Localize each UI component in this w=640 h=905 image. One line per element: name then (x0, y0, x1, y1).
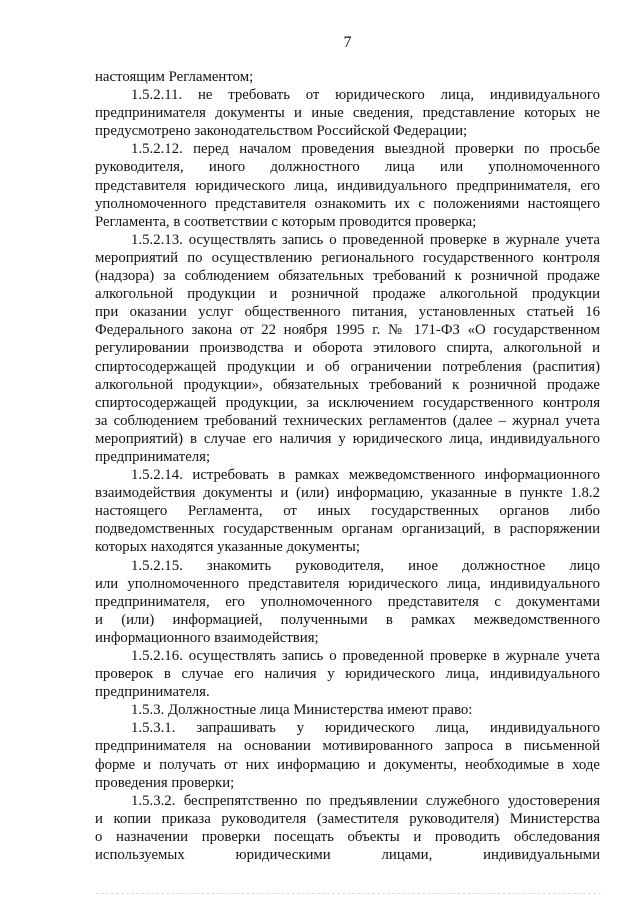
text-line: настоящего Регламента, от иных государственных органов либо (95, 503, 600, 520)
text-line: мероприятий) в случае его наличия у юридического лица, индивидуального (95, 430, 600, 447)
text-line: 1.5.3.1. запрашивать у юридического лица, индивидуального (131, 720, 600, 737)
text-line: 1.5.2.16. осуществлять запись о проведенной проверке в журнале учета (131, 648, 600, 664)
text-line: спиртосодержащей продукции и об ограничении потребления (распития) (95, 358, 600, 375)
text-line: 1.5.3.2. беспрепятственно по предъявлении служебного удостоверения (131, 792, 600, 809)
text-line: проверок в случае его наличия у юридического лица, индивидуального (95, 666, 600, 683)
text-line: 1.5.2.12. перед началом проведения выездной проверки по просьбе (131, 141, 600, 158)
text-line: 1.5.3. Должностные лица Министерства имеют право: (131, 702, 473, 719)
text-line: или уполномоченного представителя юридического лица, индивидуального (95, 575, 600, 592)
text-line: 1.5.2.13. осуществлять запись о проведенной проверке в журнале учета (131, 231, 600, 248)
text-line: руководителя, иного должностного лица или уполномоченного (95, 159, 600, 176)
text-line: подведомственных государственным органам организаций, в распоряжении (95, 521, 600, 538)
text-line: предпринимателя на основании мотивированного запроса в письменной (95, 738, 600, 755)
paragraph (95, 231, 600, 466)
text-line: регулировании производства и оборота этилового спирта, алкогольной и (95, 340, 600, 357)
paragraph (95, 792, 600, 864)
text-line: и копии приказа руководителя (заместителя руководителя) Министерства (95, 810, 600, 827)
text-line: которых находятся указанные документы; (95, 539, 360, 556)
document-body (95, 68, 600, 864)
text-line: и (или) информацией, полученными в рамках межведомственного (95, 611, 600, 628)
text-line: информационного взаимодействия; (95, 629, 319, 646)
text-line: уполномоченного представителя ознакомить их с положениями настоящего (95, 195, 600, 212)
text-line: настоящим Регламентом; (95, 69, 254, 85)
text-line: представителя юридического лица, индивидуального предпринимателя, его (95, 177, 600, 194)
text-line: проведения проверки; (95, 774, 235, 791)
paragraph (95, 86, 600, 140)
page-number: 7 (343, 34, 352, 51)
text-line: Регламента, в соответствии с которым проводится проверка; (95, 213, 477, 230)
paragraph (95, 647, 600, 701)
text-line: спиртосодержащей продукции, за исключением государственного контроля (95, 394, 600, 411)
text-line: 1.5.2.15. знакомить руководителя, иное должностное лицо (131, 557, 600, 574)
text-line: предусмотрено законодательством Российской Федерации; (95, 123, 468, 140)
text-line: алкогольной продукции и розничной продаже алкогольной продукции (95, 286, 600, 303)
scan-artifact-line (96, 893, 601, 894)
text-line: предпринимателя. (95, 684, 210, 701)
paragraph (95, 719, 600, 791)
paragraph (95, 557, 600, 647)
text-line: предпринимателя документы и иные сведения, представление которых не (95, 105, 600, 122)
paragraph (95, 140, 600, 230)
text-line: используемых юридическими лицами, индивидуальными (95, 847, 600, 864)
text-line: форме и получать от них информацию и документы, необходимые в ходе (95, 756, 600, 773)
text-line: (надзора) за соблюдением обязательных требований к розничной продаже (95, 268, 600, 285)
text-line: 1.5.2.11. не требовать от юридического лица, индивидуального (131, 87, 600, 104)
text-line: взаимодействия документы и (или) информацию, указанные в пункте 1.8.2 (95, 485, 600, 502)
text-line: 1.5.2.14. истребовать в рамках межведомственного информационного (131, 467, 600, 484)
text-line: при оказании услуг общественного питания, установленных статьей 16 (95, 304, 600, 321)
text-line: мероприятий по осуществлению регионального государственного контроля (95, 249, 600, 266)
text-line: Федерального закона от 22 ноября 1995 г. № 171-ФЗ «О государственном (95, 322, 600, 339)
paragraph (95, 701, 600, 719)
text-line: алкогольной продукции», обязательных требований к розничной продаже (95, 376, 600, 393)
text-line: о назначении проверки посещать объекты и проводить обследования (95, 828, 600, 845)
text-line: предпринимателя, его уполномоченного представителя с документами (95, 593, 600, 610)
paragraph (95, 466, 600, 556)
text-line: за соблюдением требований технических регламентов (далее – журнал учета (95, 412, 600, 429)
text-line: предпринимателя; (95, 448, 211, 465)
paragraph (95, 68, 600, 86)
